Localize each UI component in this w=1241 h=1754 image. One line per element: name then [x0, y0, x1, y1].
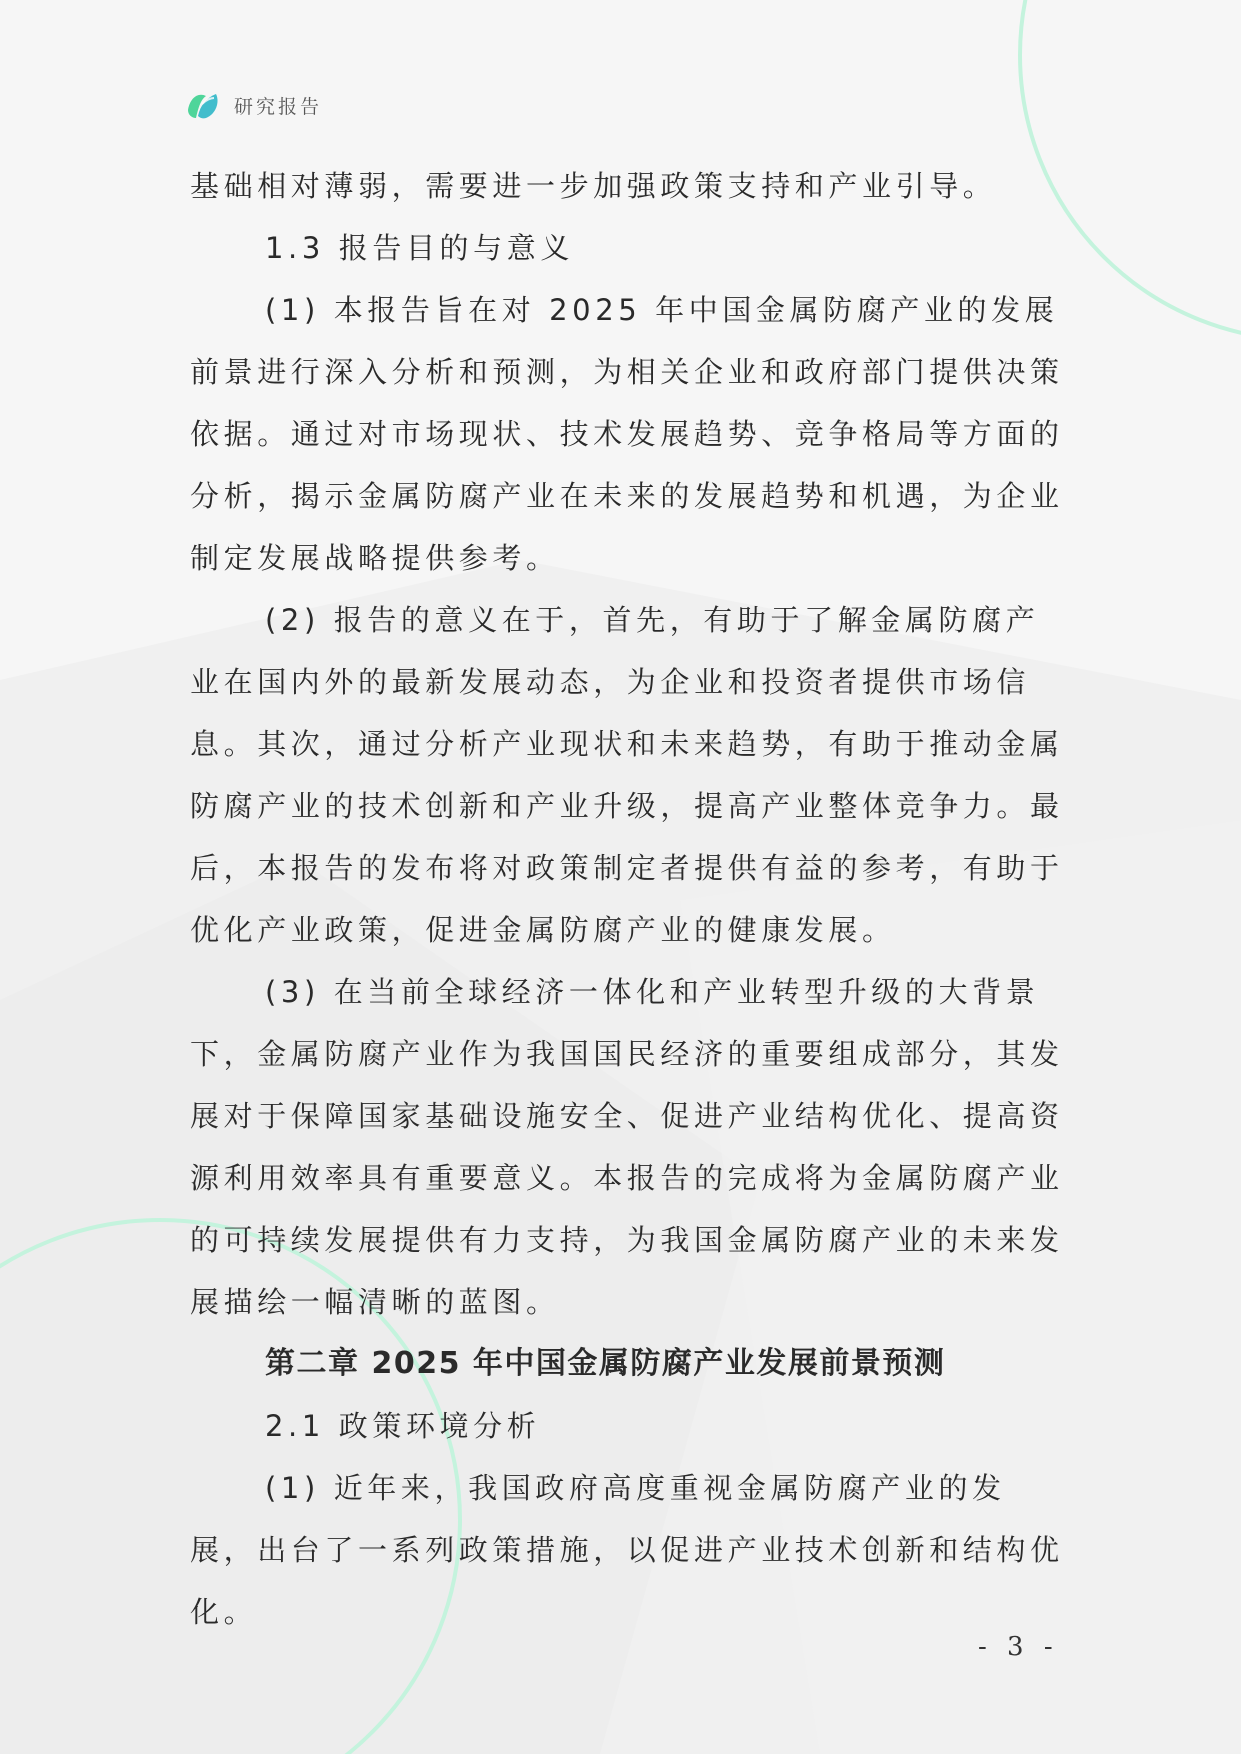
paragraph-continued: 基础相对薄弱，需要进一步加强政策支持和产业引导。 [190, 169, 997, 203]
paragraph-1-3-1: (1) 本报告旨在对 2025 年中国金属防腐产业的发展前景进行深入分析和预测，为相关企业和政府部门提供决策依据。通过对市场现状、技术发展趋势、竞争格局等方面的分析，揭示金属防腐产业在未来的发展趋势和机遇，为企业制定发展战略提供参考。 [190, 293, 1064, 575]
paragraph-1-3-3: (3) 在当前全球经济一体化和产业转型升级的大背景下，金属防腐产业作为我国国民经济的重要组成部分，其发展对于保障国家基础设施安全、促进产业结构优化、提高资源利用效率具有重要意义。本报告的完成将为金属防腐产业的可持续发展提供有力支持，为我国金属防腐产业的未来发展描绘一幅清晰的蓝图。 [190, 975, 1064, 1319]
report-type-label: 研究报告 [234, 95, 323, 118]
document-body [190, 155, 1070, 1643]
section-heading-2-1: 2.1 政策环境分析 [265, 1409, 541, 1443]
chapter-heading-2: 第二章 2025 年中国金属防腐产业发展前景预测 [265, 1346, 946, 1381]
section-heading-1-3: 1.3 报告目的与意义 [265, 231, 574, 265]
leaf-logo-icon [186, 88, 222, 122]
report-header [186, 88, 322, 122]
page-number: - 3 - [978, 1632, 1059, 1662]
paragraph-1-3-2: (2) 报告的意义在于，首先，有助于了解金属防腐产业在国内外的最新发展动态，为企业和投资者提供市场信息。其次，通过分析产业现状和未来趋势，有助于推动金属防腐产业的技术创新和产业升级，提高产业整体竞争力。最后，本报告的发布将对政策制定者提供有益的参考，有助于优化产业政策，促进金属防腐产业的健康发展。 [190, 603, 1064, 947]
paragraph-2-1-1: (1) 近年来，我国政府高度重视金属防腐产业的发展，出台了一系列政策措施，以促进产业技术创新和结构优化。 [190, 1471, 1064, 1629]
